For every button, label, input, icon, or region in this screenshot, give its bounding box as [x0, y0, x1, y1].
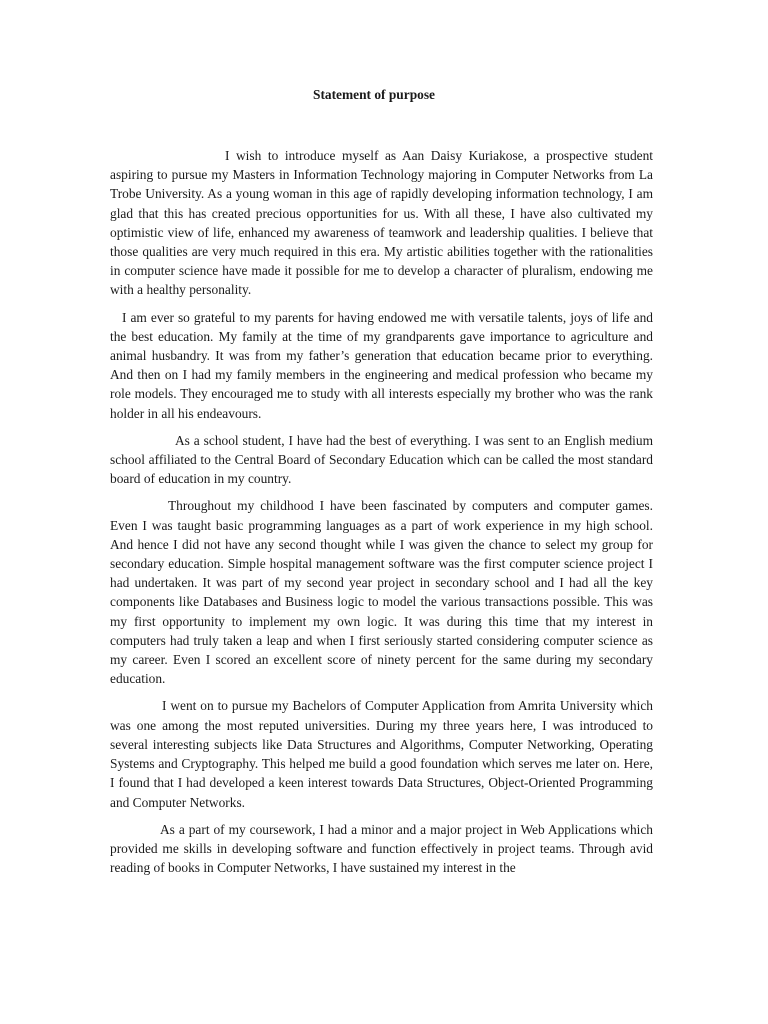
paragraph-introduction: I wish to introduce myself as Aan Daisy Kuriakose, a prospective student aspiring to pursue my Masters in Information Technology majoring in Computer Networks from La Trobe University. As a young woman in this age of rapidly developing information technology, I am glad that this has created precious opportunities for us. With all these, I have also cultivated my optimistic view of life, enhanced my awareness of teamwork and leadership qualities. I believe that those qualities are very much required in this era. My artistic abilities together with the rationalities in computer science have made it possible for me to develop a character of pluralism, endowing me with a healthy personality.: [110, 148, 653, 298]
paragraph-school: As a school student, I have had the best of everything. I was sent to an English medium school affiliated to the Central Board of Secondary Education which can be called the most standard board of education in my country.: [110, 432, 653, 487]
paragraph-family: I am ever so grateful to my parents for having endowed me with versatile talents, joys of life and the best education. My family at the time of my grandparents gave importance to agriculture and animal husbandry. It was from my father’s generation that education became prior to everything. And then on I had my family members in the engineering and medical profession who became my role models. They encouraged me to study with all interests especially my brother who was the rank holder in all his endeavours.: [110, 309, 653, 421]
paragraph-coursework: As a part of my coursework, I had a minor and a major project in Web Applications which provided me skills in developing software and function effectively in project teams. Through avid reading of books in Computer Networks, I have sustained my interest in the: [110, 821, 653, 876]
document-body: [110, 146, 653, 885]
document-title: Statement of purpose: [313, 87, 435, 102]
paragraph-childhood: Throughout my childhood I have been fascinated by computers and computer games. Even I was taught basic programming languages as a part of work experience in my high school. And hence I did not have any second thought while I was given the chance to select my group for secondary education. Simple hospital management software was the first computer science project I had undertaken. It was part of my second year project in secondary school and I had all the key components like Databases and Business logic to model the various transactions possible. This was my first opportunity to implement my own logic. It was during this time that my interest in computers had truly taken a leap and when I first seriously started considering computer science as my career. Even I scored an excellent score of ninety percent for the same during my secondary education.: [110, 498, 653, 687]
paragraph-bachelors: I went on to pursue my Bachelors of Computer Application from Amrita University which was one among the most reputed universities. During my three years here, I was introduced to several interesting subjects like Data Structures and Algorithms, Computer Networking, Operating Systems and Cryptography. This helped me build a good foundation which serves me later on. Here, I found that I had developed a keen interest towards Data Structures, Object-Oriented Programming and Computer Networks.: [110, 698, 653, 810]
